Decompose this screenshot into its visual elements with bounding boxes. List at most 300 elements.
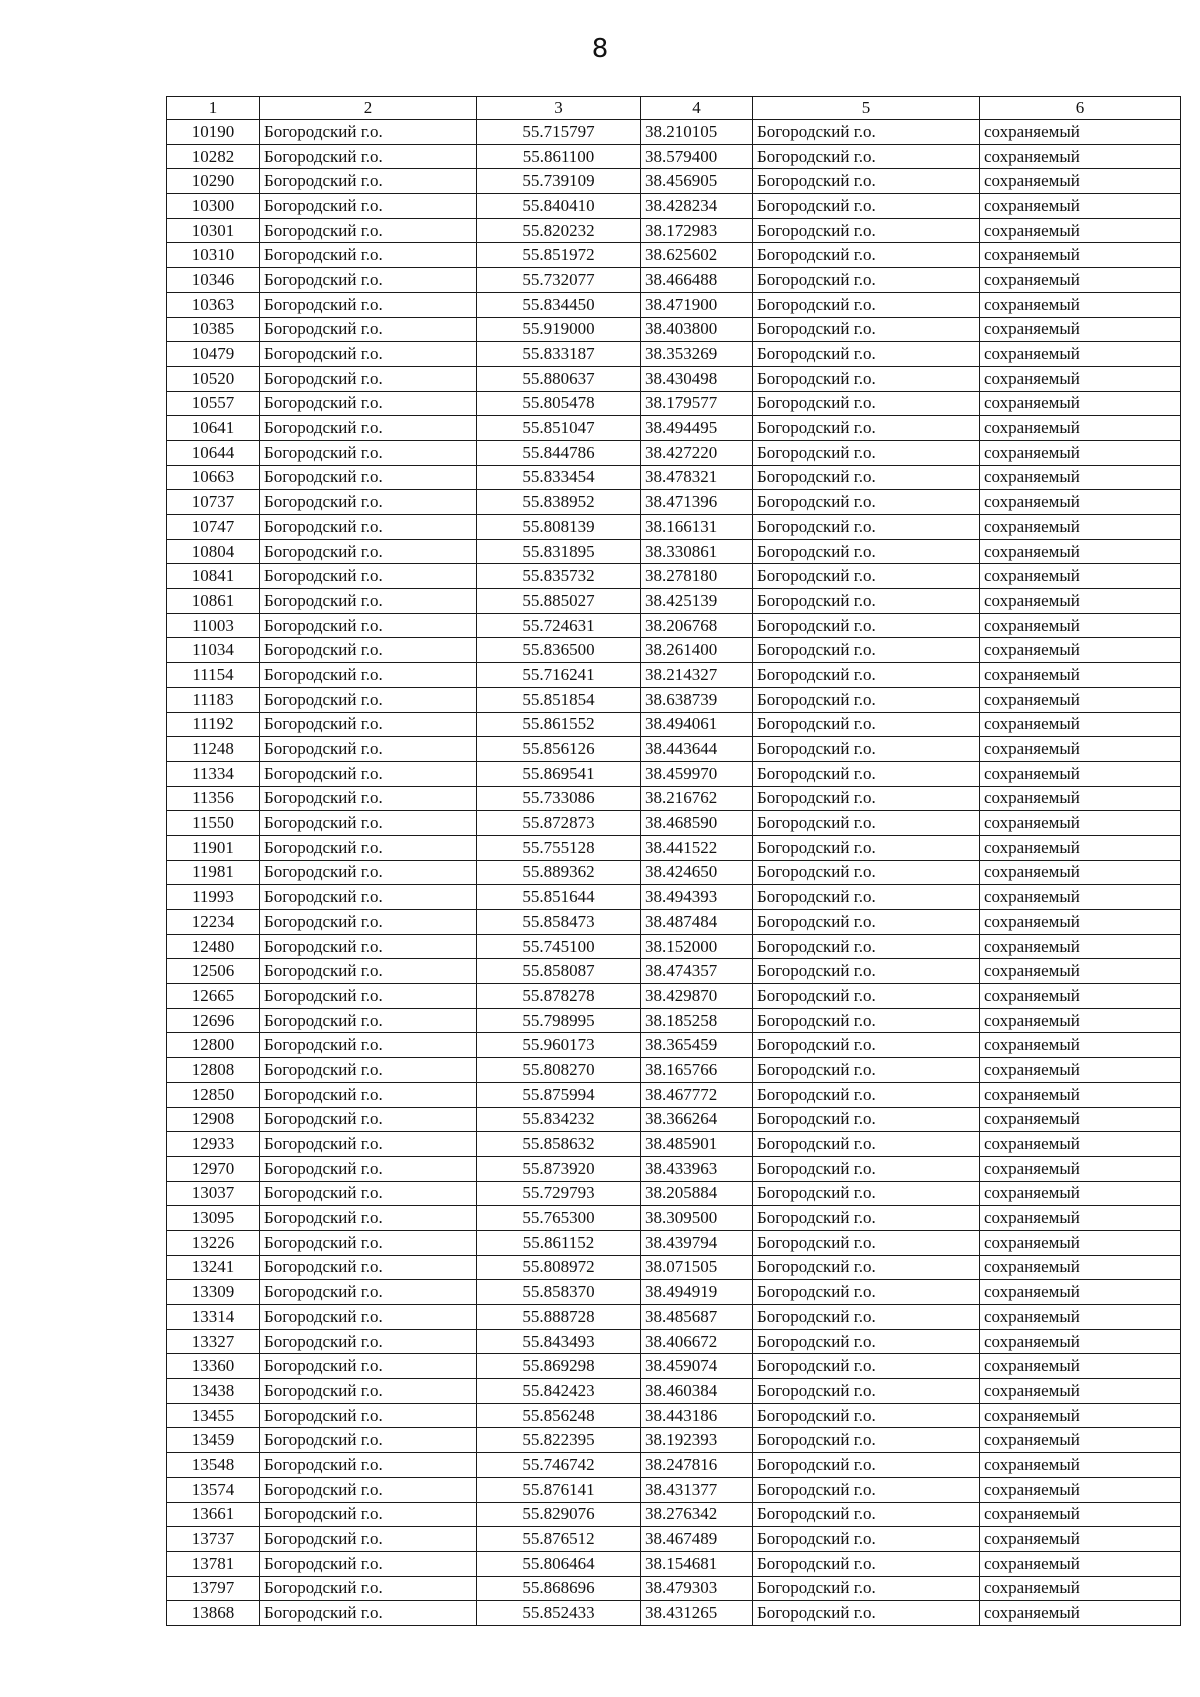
column-header-2: 2 — [260, 97, 477, 120]
municipality-cell: Богородский г.о. — [753, 860, 980, 885]
district-cell: Богородский г.о. — [260, 1082, 477, 1107]
status-cell: сохраняемый — [980, 144, 1181, 169]
longitude-cell: 38.468590 — [641, 811, 753, 836]
id-cell: 12908 — [167, 1107, 260, 1132]
municipality-cell: Богородский г.о. — [753, 1379, 980, 1404]
municipality-cell: Богородский г.о. — [753, 1132, 980, 1157]
latitude-cell: 55.745100 — [477, 934, 641, 959]
latitude-cell: 55.798995 — [477, 1008, 641, 1033]
district-cell: Богородский г.о. — [260, 835, 477, 860]
status-cell: сохраняемый — [980, 169, 1181, 194]
registry-table — [166, 96, 1181, 1626]
header-row — [167, 97, 1181, 120]
status-cell: сохраняемый — [980, 1502, 1181, 1527]
district-cell: Богородский г.о. — [260, 934, 477, 959]
district-cell: Богородский г.о. — [260, 589, 477, 614]
district-cell: Богородский г.о. — [260, 737, 477, 762]
municipality-cell: Богородский г.о. — [753, 292, 980, 317]
table-row — [167, 440, 1181, 465]
district-cell: Богородский г.о. — [260, 1502, 477, 1527]
district-cell: Богородский г.о. — [260, 1132, 477, 1157]
table-row — [167, 663, 1181, 688]
longitude-cell: 38.456905 — [641, 169, 753, 194]
latitude-cell: 55.808139 — [477, 515, 641, 540]
longitude-cell: 38.428234 — [641, 194, 753, 219]
id-cell: 10557 — [167, 391, 260, 416]
municipality-cell: Богородский г.о. — [753, 737, 980, 762]
district-cell: Богородский г.о. — [260, 218, 477, 243]
municipality-cell: Богородский г.о. — [753, 663, 980, 688]
municipality-cell: Богородский г.о. — [753, 1107, 980, 1132]
longitude-cell: 38.152000 — [641, 934, 753, 959]
district-cell: Богородский г.о. — [260, 663, 477, 688]
status-cell: сохраняемый — [980, 1551, 1181, 1576]
table-row — [167, 1354, 1181, 1379]
latitude-cell: 55.876512 — [477, 1527, 641, 1552]
municipality-cell: Богородский г.о. — [753, 613, 980, 638]
municipality-cell: Богородский г.о. — [753, 1082, 980, 1107]
id-cell: 10310 — [167, 243, 260, 268]
longitude-cell: 38.466488 — [641, 268, 753, 293]
table-row — [167, 539, 1181, 564]
status-cell: сохраняемый — [980, 885, 1181, 910]
table-row — [167, 490, 1181, 515]
table-row — [167, 1230, 1181, 1255]
municipality-cell: Богородский г.о. — [753, 910, 980, 935]
table-row — [167, 1280, 1181, 1305]
latitude-cell: 55.878278 — [477, 984, 641, 1009]
table-row — [167, 465, 1181, 490]
municipality-cell: Богородский г.о. — [753, 342, 980, 367]
longitude-cell: 38.441522 — [641, 835, 753, 860]
latitude-cell: 55.820232 — [477, 218, 641, 243]
latitude-cell: 55.843493 — [477, 1329, 641, 1354]
municipality-cell: Богородский г.о. — [753, 144, 980, 169]
latitude-cell: 55.851047 — [477, 416, 641, 441]
municipality-cell: Богородский г.о. — [753, 416, 980, 441]
district-cell: Богородский г.о. — [260, 268, 477, 293]
id-cell: 13314 — [167, 1305, 260, 1330]
longitude-cell: 38.459970 — [641, 761, 753, 786]
longitude-cell: 38.459074 — [641, 1354, 753, 1379]
municipality-cell: Богородский г.о. — [753, 589, 980, 614]
table-row — [167, 1156, 1181, 1181]
status-cell: сохраняемый — [980, 1428, 1181, 1453]
municipality-cell: Богородский г.о. — [753, 1206, 980, 1231]
municipality-cell: Богородский г.о. — [753, 934, 980, 959]
municipality-cell: Богородский г.о. — [753, 1527, 980, 1552]
municipality-cell: Богородский г.о. — [753, 564, 980, 589]
table-row — [167, 910, 1181, 935]
status-cell: сохраняемый — [980, 638, 1181, 663]
column-header-4: 4 — [641, 97, 753, 120]
district-cell: Богородский г.о. — [260, 613, 477, 638]
id-cell: 10804 — [167, 539, 260, 564]
district-cell: Богородский г.о. — [260, 292, 477, 317]
longitude-cell: 38.309500 — [641, 1206, 753, 1231]
status-cell: сохраняемый — [980, 1181, 1181, 1206]
id-cell: 11183 — [167, 687, 260, 712]
latitude-cell: 55.838952 — [477, 490, 641, 515]
table-row — [167, 1403, 1181, 1428]
table-row — [167, 934, 1181, 959]
municipality-cell: Богородский г.о. — [753, 539, 980, 564]
longitude-cell: 38.179577 — [641, 391, 753, 416]
district-cell: Богородский г.о. — [260, 1058, 477, 1083]
latitude-cell: 55.869298 — [477, 1354, 641, 1379]
longitude-cell: 38.192393 — [641, 1428, 753, 1453]
latitude-cell: 55.851644 — [477, 885, 641, 910]
table-row — [167, 194, 1181, 219]
table-row — [167, 1453, 1181, 1478]
district-cell: Богородский г.о. — [260, 1181, 477, 1206]
table-row — [167, 1305, 1181, 1330]
latitude-cell: 55.851972 — [477, 243, 641, 268]
id-cell: 10346 — [167, 268, 260, 293]
status-cell: сохраняемый — [980, 1329, 1181, 1354]
district-cell: Богородский г.о. — [260, 342, 477, 367]
municipality-cell: Богородский г.о. — [753, 194, 980, 219]
longitude-cell: 38.478321 — [641, 465, 753, 490]
id-cell: 10385 — [167, 317, 260, 342]
status-cell: сохраняемый — [980, 268, 1181, 293]
status-cell: сохраняемый — [980, 243, 1181, 268]
longitude-cell: 38.403800 — [641, 317, 753, 342]
id-cell: 13548 — [167, 1453, 260, 1478]
id-cell: 13226 — [167, 1230, 260, 1255]
district-cell: Богородский г.о. — [260, 1453, 477, 1478]
latitude-cell: 55.829076 — [477, 1502, 641, 1527]
district-cell: Богородский г.о. — [260, 169, 477, 194]
status-cell: сохраняемый — [980, 342, 1181, 367]
id-cell: 13037 — [167, 1181, 260, 1206]
id-cell: 11003 — [167, 613, 260, 638]
status-cell: сохраняемый — [980, 1403, 1181, 1428]
latitude-cell: 55.739109 — [477, 169, 641, 194]
id-cell: 11192 — [167, 712, 260, 737]
id-cell: 11248 — [167, 737, 260, 762]
table-row — [167, 1082, 1181, 1107]
id-cell: 13438 — [167, 1379, 260, 1404]
status-cell: сохраняемый — [980, 835, 1181, 860]
longitude-cell: 38.431265 — [641, 1601, 753, 1626]
table-row — [167, 342, 1181, 367]
municipality-cell: Богородский г.о. — [753, 811, 980, 836]
latitude-cell: 55.833454 — [477, 465, 641, 490]
table-row — [167, 1058, 1181, 1083]
id-cell: 12850 — [167, 1082, 260, 1107]
status-cell: сохраняемый — [980, 1255, 1181, 1280]
table-row — [167, 687, 1181, 712]
latitude-cell: 55.873920 — [477, 1156, 641, 1181]
longitude-cell: 38.330861 — [641, 539, 753, 564]
district-cell: Богородский г.о. — [260, 860, 477, 885]
table-row — [167, 1502, 1181, 1527]
latitude-cell: 55.833187 — [477, 342, 641, 367]
municipality-cell: Богородский г.о. — [753, 465, 980, 490]
latitude-cell: 55.858087 — [477, 959, 641, 984]
status-cell: сохраняемый — [980, 1601, 1181, 1626]
latitude-cell: 55.868696 — [477, 1576, 641, 1601]
latitude-cell: 55.875994 — [477, 1082, 641, 1107]
table-row — [167, 1206, 1181, 1231]
longitude-cell: 38.443644 — [641, 737, 753, 762]
longitude-cell: 38.494919 — [641, 1280, 753, 1305]
district-cell: Богородский г.о. — [260, 1428, 477, 1453]
latitude-cell: 55.861100 — [477, 144, 641, 169]
district-cell: Богородский г.о. — [260, 811, 477, 836]
longitude-cell: 38.471396 — [641, 490, 753, 515]
municipality-cell: Богородский г.о. — [753, 169, 980, 194]
status-cell: сохраняемый — [980, 811, 1181, 836]
longitude-cell: 38.494495 — [641, 416, 753, 441]
municipality-cell: Богородский г.о. — [753, 959, 980, 984]
id-cell: 10190 — [167, 120, 260, 145]
municipality-cell: Богородский г.о. — [753, 1502, 980, 1527]
latitude-cell: 55.851854 — [477, 687, 641, 712]
id-cell: 12696 — [167, 1008, 260, 1033]
longitude-cell: 38.443186 — [641, 1403, 753, 1428]
latitude-cell: 55.889362 — [477, 860, 641, 885]
longitude-cell: 38.166131 — [641, 515, 753, 540]
municipality-cell: Богородский г.о. — [753, 1354, 980, 1379]
municipality-cell: Богородский г.о. — [753, 490, 980, 515]
table-row — [167, 268, 1181, 293]
status-cell: сохраняемый — [980, 292, 1181, 317]
longitude-cell: 38.276342 — [641, 1502, 753, 1527]
latitude-cell: 55.858632 — [477, 1132, 641, 1157]
longitude-cell: 38.366264 — [641, 1107, 753, 1132]
latitude-cell: 55.861552 — [477, 712, 641, 737]
district-cell: Богородский г.о. — [260, 1551, 477, 1576]
table-row — [167, 515, 1181, 540]
status-cell: сохраняемый — [980, 317, 1181, 342]
id-cell: 13781 — [167, 1551, 260, 1576]
latitude-cell: 55.876141 — [477, 1477, 641, 1502]
id-cell: 10841 — [167, 564, 260, 589]
table-row — [167, 1551, 1181, 1576]
municipality-cell: Богородский г.о. — [753, 687, 980, 712]
district-cell: Богородский г.о. — [260, 1107, 477, 1132]
id-cell: 10644 — [167, 440, 260, 465]
municipality-cell: Богородский г.о. — [753, 515, 980, 540]
column-header-6: 6 — [980, 97, 1181, 120]
column-header-1: 1 — [167, 97, 260, 120]
latitude-cell: 55.806464 — [477, 1551, 641, 1576]
latitude-cell: 55.869541 — [477, 761, 641, 786]
municipality-cell: Богородский г.о. — [753, 1551, 980, 1576]
municipality-cell: Богородский г.о. — [753, 712, 980, 737]
status-cell: сохраняемый — [980, 786, 1181, 811]
municipality-cell: Богородский г.о. — [753, 1033, 980, 1058]
longitude-cell: 38.071505 — [641, 1255, 753, 1280]
district-cell: Богородский г.о. — [260, 1403, 477, 1428]
id-cell: 11550 — [167, 811, 260, 836]
id-cell: 11356 — [167, 786, 260, 811]
latitude-cell: 55.872873 — [477, 811, 641, 836]
status-cell: сохраняемый — [980, 589, 1181, 614]
district-cell: Богородский г.о. — [260, 465, 477, 490]
longitude-cell: 38.494393 — [641, 885, 753, 910]
id-cell: 13737 — [167, 1527, 260, 1552]
longitude-cell: 38.424650 — [641, 860, 753, 885]
table-row — [167, 317, 1181, 342]
district-cell: Богородский г.о. — [260, 712, 477, 737]
table-row — [167, 737, 1181, 762]
status-cell: сохраняемый — [980, 663, 1181, 688]
table-row — [167, 712, 1181, 737]
municipality-cell: Богородский г.о. — [753, 1181, 980, 1206]
municipality-cell: Богородский г.о. — [753, 391, 980, 416]
latitude-cell: 55.755128 — [477, 835, 641, 860]
district-cell: Богородский г.о. — [260, 910, 477, 935]
district-cell: Богородский г.о. — [260, 687, 477, 712]
latitude-cell: 55.822395 — [477, 1428, 641, 1453]
latitude-cell: 55.919000 — [477, 317, 641, 342]
table-row — [167, 811, 1181, 836]
latitude-cell: 55.842423 — [477, 1379, 641, 1404]
district-cell: Богородский г.о. — [260, 440, 477, 465]
longitude-cell: 38.165766 — [641, 1058, 753, 1083]
latitude-cell: 55.840410 — [477, 194, 641, 219]
latitude-cell: 55.960173 — [477, 1033, 641, 1058]
longitude-cell: 38.638739 — [641, 687, 753, 712]
district-cell: Богородский г.о. — [260, 539, 477, 564]
longitude-cell: 38.278180 — [641, 564, 753, 589]
status-cell: сохраняемый — [980, 737, 1181, 762]
id-cell: 13868 — [167, 1601, 260, 1626]
table-row — [167, 984, 1181, 1009]
latitude-cell: 55.746742 — [477, 1453, 641, 1478]
municipality-cell: Богородский г.о. — [753, 1403, 980, 1428]
id-cell: 10747 — [167, 515, 260, 540]
status-cell: сохраняемый — [980, 218, 1181, 243]
municipality-cell: Богородский г.о. — [753, 366, 980, 391]
municipality-cell: Богородский г.о. — [753, 317, 980, 342]
status-cell: сохраняемый — [980, 1527, 1181, 1552]
latitude-cell: 55.831895 — [477, 539, 641, 564]
id-cell: 12970 — [167, 1156, 260, 1181]
district-cell: Богородский г.о. — [260, 515, 477, 540]
status-cell: сохраняемый — [980, 416, 1181, 441]
table-row — [167, 218, 1181, 243]
status-cell: сохраняемый — [980, 120, 1181, 145]
table-row — [167, 1329, 1181, 1354]
municipality-cell: Богородский г.о. — [753, 243, 980, 268]
latitude-cell: 55.729793 — [477, 1181, 641, 1206]
id-cell: 13327 — [167, 1329, 260, 1354]
table-row — [167, 391, 1181, 416]
district-cell: Богородский г.о. — [260, 1255, 477, 1280]
municipality-cell: Богородский г.о. — [753, 1280, 980, 1305]
district-cell: Богородский г.о. — [260, 761, 477, 786]
longitude-cell: 38.172983 — [641, 218, 753, 243]
table-row — [167, 786, 1181, 811]
latitude-cell: 55.805478 — [477, 391, 641, 416]
longitude-cell: 38.429870 — [641, 984, 753, 1009]
latitude-cell: 55.716241 — [477, 663, 641, 688]
municipality-cell: Богородский г.о. — [753, 268, 980, 293]
id-cell: 13661 — [167, 1502, 260, 1527]
id-cell: 13455 — [167, 1403, 260, 1428]
latitude-cell: 55.732077 — [477, 268, 641, 293]
status-cell: сохраняемый — [980, 761, 1181, 786]
status-cell: сохраняемый — [980, 440, 1181, 465]
municipality-cell: Богородский г.о. — [753, 786, 980, 811]
table-row — [167, 564, 1181, 589]
district-cell: Богородский г.о. — [260, 885, 477, 910]
table-row — [167, 169, 1181, 194]
longitude-cell: 38.579400 — [641, 144, 753, 169]
status-cell: сохраняемый — [980, 1058, 1181, 1083]
municipality-cell: Богородский г.о. — [753, 1477, 980, 1502]
latitude-cell: 55.724631 — [477, 613, 641, 638]
longitude-cell: 38.185258 — [641, 1008, 753, 1033]
municipality-cell: Богородский г.о. — [753, 1453, 980, 1478]
status-cell: сохраняемый — [980, 1280, 1181, 1305]
longitude-cell: 38.365459 — [641, 1033, 753, 1058]
status-cell: сохраняемый — [980, 934, 1181, 959]
longitude-cell: 38.261400 — [641, 638, 753, 663]
table-row — [167, 589, 1181, 614]
status-cell: сохраняемый — [980, 613, 1181, 638]
column-header-3: 3 — [477, 97, 641, 120]
table-row — [167, 1576, 1181, 1601]
table-row — [167, 1107, 1181, 1132]
status-cell: сохраняемый — [980, 1354, 1181, 1379]
municipality-cell: Богородский г.о. — [753, 1428, 980, 1453]
id-cell: 12665 — [167, 984, 260, 1009]
page-number: 8 — [591, 34, 609, 64]
longitude-cell: 38.625602 — [641, 243, 753, 268]
municipality-cell: Богородский г.о. — [753, 1576, 980, 1601]
status-cell: сохраняемый — [980, 1156, 1181, 1181]
table-row — [167, 761, 1181, 786]
id-cell: 11334 — [167, 761, 260, 786]
status-cell: сохраняемый — [980, 1132, 1181, 1157]
status-cell: сохраняемый — [980, 391, 1181, 416]
latitude-cell: 55.733086 — [477, 786, 641, 811]
district-cell: Богородский г.о. — [260, 194, 477, 219]
id-cell: 13360 — [167, 1354, 260, 1379]
longitude-cell: 38.406672 — [641, 1329, 753, 1354]
status-cell: сохраняемый — [980, 910, 1181, 935]
municipality-cell: Богородский г.о. — [753, 885, 980, 910]
district-cell: Богородский г.о. — [260, 1601, 477, 1626]
status-cell: сохраняемый — [980, 515, 1181, 540]
id-cell: 10663 — [167, 465, 260, 490]
id-cell: 11901 — [167, 835, 260, 860]
municipality-cell: Богородский г.о. — [753, 1008, 980, 1033]
table-row — [167, 1527, 1181, 1552]
table-row — [167, 1255, 1181, 1280]
longitude-cell: 38.430498 — [641, 366, 753, 391]
municipality-cell: Богородский г.о. — [753, 120, 980, 145]
id-cell: 13095 — [167, 1206, 260, 1231]
latitude-cell: 55.834232 — [477, 1107, 641, 1132]
latitude-cell: 55.858370 — [477, 1280, 641, 1305]
longitude-cell: 38.467772 — [641, 1082, 753, 1107]
id-cell: 12506 — [167, 959, 260, 984]
status-cell: сохраняемый — [980, 1576, 1181, 1601]
district-cell: Богородский г.о. — [260, 1305, 477, 1330]
latitude-cell: 55.808270 — [477, 1058, 641, 1083]
longitude-cell: 38.471900 — [641, 292, 753, 317]
district-cell: Богородский г.о. — [260, 1280, 477, 1305]
table-row — [167, 366, 1181, 391]
district-cell: Богородский г.о. — [260, 1477, 477, 1502]
id-cell: 12480 — [167, 934, 260, 959]
